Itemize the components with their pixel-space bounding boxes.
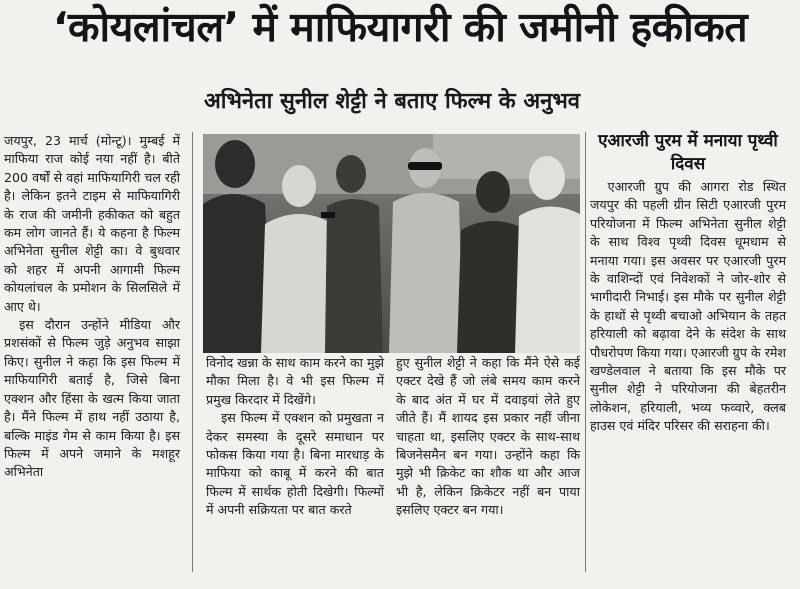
story-column-2 [206,354,384,520]
side-story-title: एआरजी पुरम में मनाया पृथ्वी दिवस [598,131,778,174]
side-story-body [590,178,786,436]
story-paragraph: इस दौरान उन्होंने मीडिया और प्रशसंकों से फिल्म जुड़े अनुभव साझा किए। सुनील ने कहा कि इस फिल्म में माफियागिरी बताई है, जिसे बिना एक्शन और हिंसा के खत्म किया जाता है। मैंने फिल्म में हाथ नहीं उठाया है, बल्कि माइंड गेम से काम किया है। इस फिल्म में अपने जमाने के मशहूर अभिनेता [4,317,180,480]
headline: ‘कोयलांचल’ में माफियागरी की जमीनी हकीकत [52,3,748,51]
story-paragraph: इस फिल्म में एक्शन को प्रमुखता न देकर समस्या के दूसरे समाधान पर फोकस किया गया है। बिना मारधाड़ के माफिया को काबू में करने की बात फिल्म में सार्थक होती दिखेगी। फिल्मों में अपनी सक्रियता पर बात करते [206,410,384,518]
side-story-paragraph: एआरजी ग्रुप की आगरा रोड स्थित जयपुर की पहली ग्रीन सिटी एआरजी पुरम परियोजना में फिल्म अभिनेता सुनील शेट्टी के साथ विश्व पृथ्वी दिवस धूमधाम से मनाया गया। इस अवसर पर एआरजी पुरम के वाशिन्दों एवं निवेशकों ने जोर-शोर से भागीदारी निभाई। इस मौके पर सुनील शेट्टी के हाथों से पृथ्वी बचाओ अभियान के तहत हरियाली को बढ़ावा देने के संदेश के साथ पौधरोपण किया गया। एआरजी ग्रुप के रमेश खण्डेलवाल ने बताया कि इस मौके पर सुनील शेट्टी ने परियोजना की बेहतरीन लोकेशन, हरियाली, भव्य फव्वारे, क्लब हाउस एवं मंदिर परिसर की सराहना की। [590,179,786,434]
column-divider [192,132,193,572]
news-photo [203,134,580,353]
story-paragraph: हुए सुनील शेट्टी ने कहा कि मैंने ऐसे कई एक्टर देखे हैं जो लंबे समय काम करने के बाद अंत में घर में दवाइयां लेते हुए जीते हैं। मैं शायद इस प्रकार नहीं जीना चाहता था, इसलिए एक्टर के साथ-साथ बिजनेसमैन बन गया। उन्होंने कहा कि मुझे भी क्रिकेट का शौक था और आज भी है, लेकिन क्रिकेटर नहीं बन पाया इसलिए एक्टर बन गया। [396,355,580,518]
story-paragraph: विनोद खन्ना के साथ काम करने का मुझे मौका मिला है। वे भी इस फिल्म में प्रमुख किरदार में दिखेंगे। [206,355,384,407]
subheadline: अभिनेता सुनील शेट्टी ने बताए फिल्म के अनुभव [203,89,581,114]
story-paragraph: जयपुर, 23 मार्च (मोन्टू)। मुम्बई में माफिया राज कोई नया नहीं है। बीते 200 वर्षों से वहां माफियागिरी चल रही है। लेकिन इतने टाइम से माफियागिरी के राज की जमीनी हकीकत को बहुत कम लोग जानते हैं। ये कहना है फिल्म अभिनेता सुनील शेट्टी का। वे बुधवार को शहर में अपनी आगामी फिल्म कोयलांचल के प्रमोशन के सिलसिले में आए थे। [4,133,180,314]
column-divider [585,132,586,572]
story-column-1 [4,132,180,482]
photo-illustration [203,134,580,353]
story-column-3 [396,354,580,520]
